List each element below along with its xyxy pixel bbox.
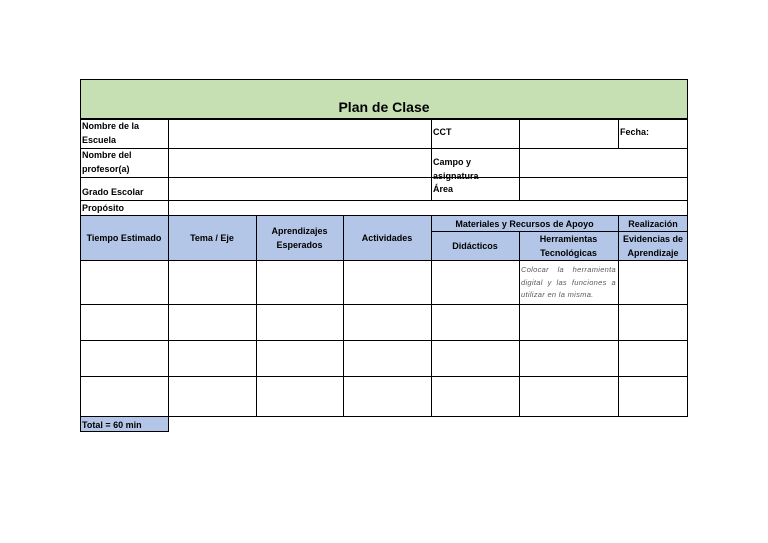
- col-tiempo-label: Tiempo Estimado: [86, 233, 162, 243]
- page-title: Plan de Clase: [338, 99, 430, 115]
- col-herramientas-label: Herramientas Tecnológicas: [539, 233, 598, 258]
- realizacion-group-label: Realización: [628, 218, 678, 229]
- col-actividades-label: Actividades: [361, 233, 413, 243]
- total-label: Total = 60 min: [82, 419, 142, 430]
- area-label: Área: [433, 184, 454, 194]
- proposito-label: Propósito: [82, 203, 124, 213]
- col-didacticos-label: Didácticos: [452, 240, 498, 251]
- school-name-label: Nombre de la Escuela: [82, 121, 140, 145]
- teacher-name-label: Nombre del profesor(a): [82, 150, 132, 174]
- grado-escolar-label: Grado Escolar: [82, 187, 144, 197]
- col-aprendizajes-label: Aprendizajes Esperados: [271, 226, 328, 250]
- col-evidencias-label: Evidencias de Aprendizaje: [622, 233, 684, 258]
- col-tema-label: Tema / Eje: [190, 233, 234, 243]
- materiales-group-label: Materiales y Recursos de Apoyo: [455, 218, 594, 229]
- fecha-label: Fecha:: [620, 127, 650, 137]
- campo-asignatura-label: Campo y asignatura: [433, 157, 479, 181]
- herramientas-note: Colocar la herramienta digital y las funciones a utilizar en la misma.: [521, 265, 616, 299]
- cct-label: CCT: [433, 127, 452, 137]
